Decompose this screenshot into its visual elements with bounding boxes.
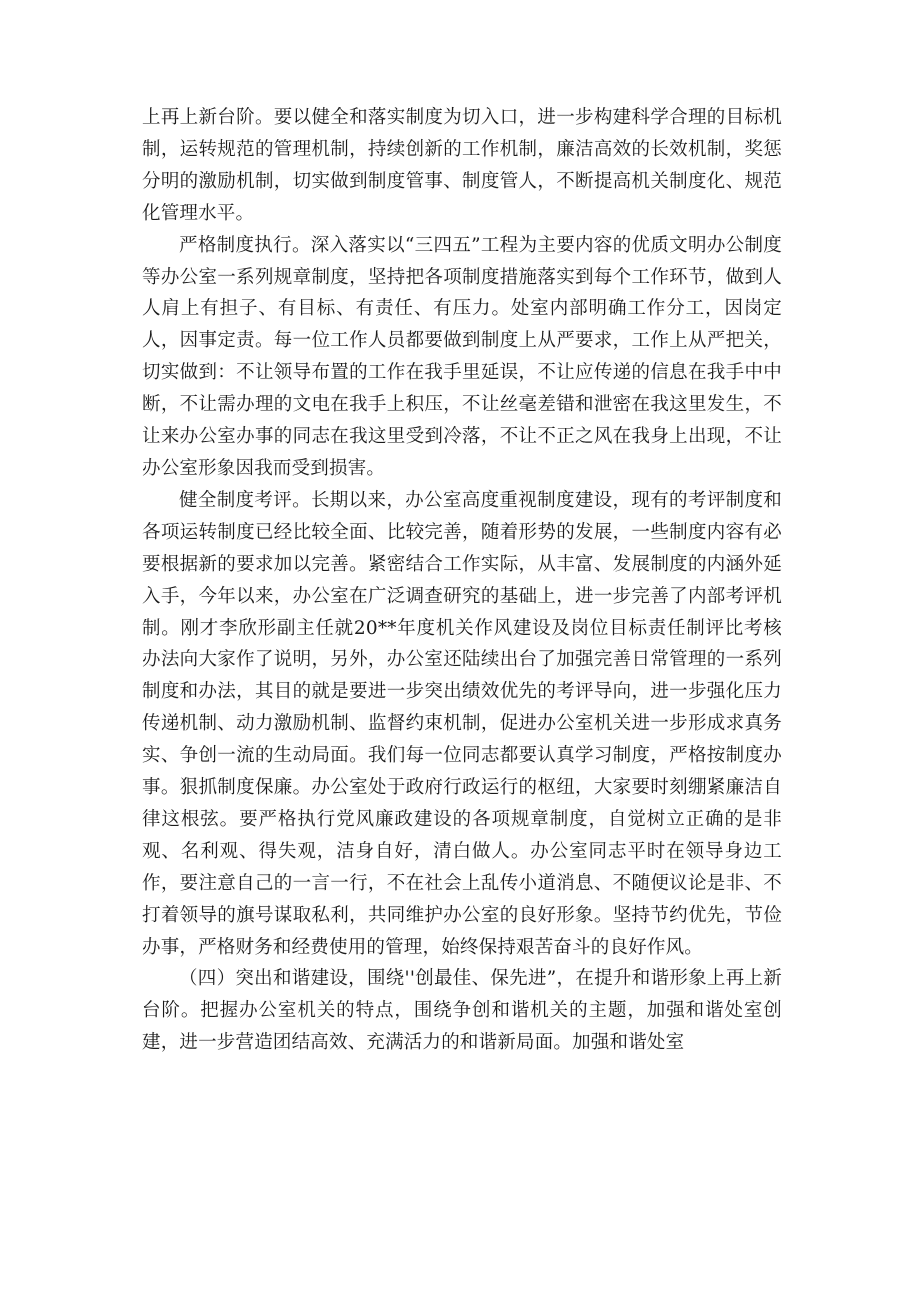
paragraph-2: 严格制度执行。深入落实以“三四五”工程为主要内容的优质文明办公制度等办公室一系列规章制度，坚持把各项制度措施落实到每个工作环节，做到人人肩上有担子、有目标、有责任、有压力。处室内部明确工作分工，因岗定人，因事定责。每一位工作人员都要做到制度上从严要求，工作上从严把关，切实做到：不让领导布置的工作在我手里延误，不让应传递的信息在我手中中断，不让需办理的文电在我手上积压，不让丝毫差错和泄密在我这里发生，不让来办公室办事的同志在我这里受到冷落，不让不正之风在我身上出现，不让办公室形象因我而受到损害。 bbox=[142, 234, 782, 479]
document-page bbox=[142, 102, 782, 1059]
paragraph-4: （四）突出和谐建设，围绕''创最佳、保先进”，在提升和谐形象上再上新台阶。把握办公室机关的特点，围绕争创和谐机关的主题，加强和谐处室创建，进一步营造团结高效、充满活力的和谐新局面。加强和谐处室 bbox=[142, 968, 782, 1054]
paragraph-3: 健全制度考评。长期以来，办公室高度重视制度建设，现有的考评制度和各项运转制度已经比较全面、比较完善，随着形势的发展，一些制度内容有必要根据新的要求加以完善。紧密结合工作实际，从丰富、发展制度的内涵外延入手，今年以来，办公室在广泛调查研究的基础上，进一步完善了内部考评机制。刚才李欣形副主任就20**年度机关作风建设及岗位目标责任制评比考核办法向大家作了说明，另外，办公室还陆续出台了加强完善日常管理的一系列制度和办法，其目的就是要进一步突出绩效优先的考评导向，进一步强化压力传递机制、动力激励机制、监督约束机制，促进办公室机关进一步形成求真务实、争创一流的生动局面。我们每一位同志都要认真学习制度，严格按制度办事。狠抓制度保廉。办公室处于政府行政运行的枢纽，大家要时刻绷紧廉洁自律这根弦。要严格执行党风廉政建设的各项规章制度，自觉树立正确的是非观、名利观、得失观，洁身自好，清白做人。办公室同志平时在领导身边工作，要注意自己的一言一行，不在社会上乱传小道消息、不随便议论是非、不打着领导的旗号谋取私利，共同维护办公室的良好形象。坚持节约优先，节俭办事，严格财务和经费使用的管理，始终保持艰苦奋斗的良好作风。 bbox=[142, 489, 782, 958]
paragraph-1: 上再上新台阶。要以健全和落实制度为切入口，进一步构建科学合理的目标机制，运转规范的管理机制，持续创新的工作机制，廉洁高效的长效机制，奖惩分明的激励机制，切实做到制度管事、制度管人，不断提高机关制度化、规范化管理水平。 bbox=[142, 107, 782, 224]
